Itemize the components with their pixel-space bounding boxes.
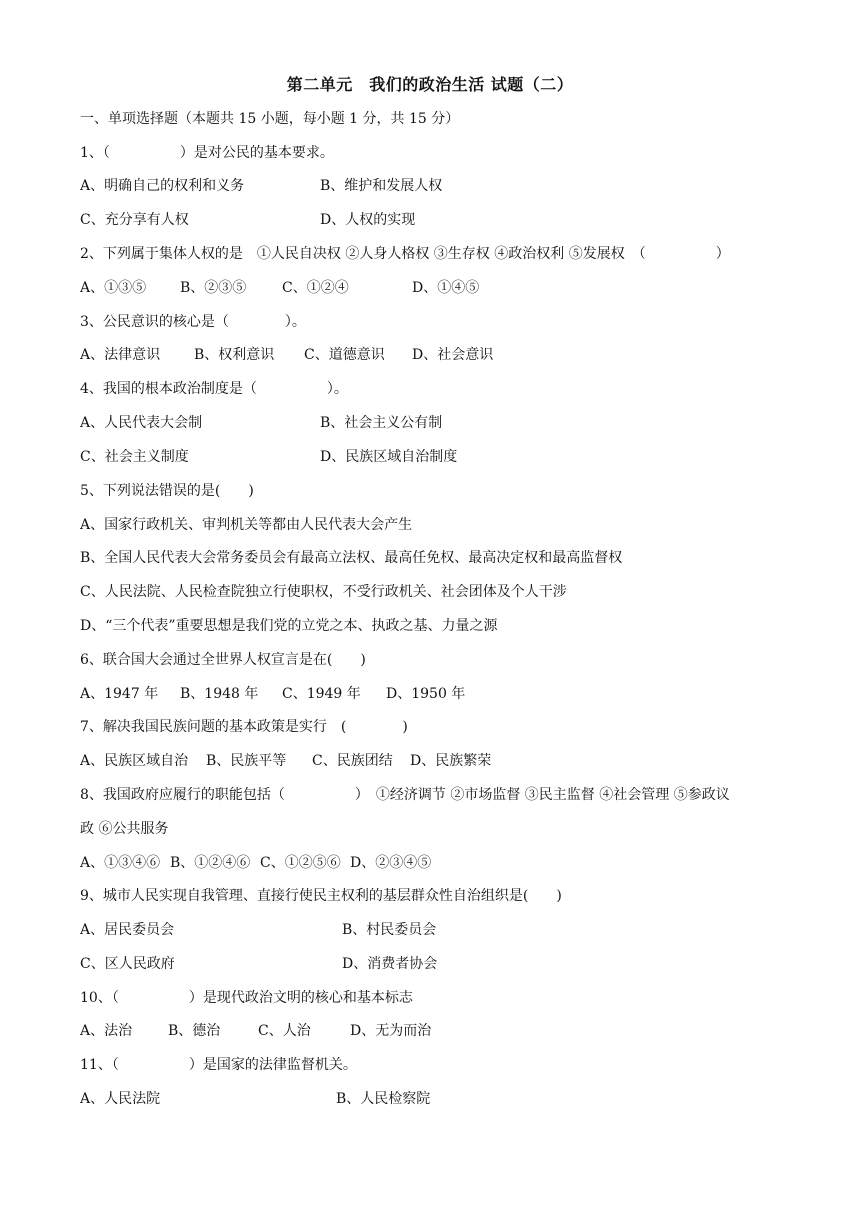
question-4-options-row-1	[80, 412, 443, 434]
question-9-stem: 9、城市人民实现自我管理、直接行使民主权利的基层群众性自治组织是( )	[80, 888, 562, 904]
question-9-options-row-1	[80, 919, 437, 941]
question-2-options	[80, 277, 480, 299]
question-4-stem: 4、我国的根本政治制度是（ ）。	[80, 381, 348, 397]
option-b: B、①②④⑥	[170, 855, 251, 871]
question-1-options-row-2	[80, 209, 416, 231]
option-a: A、居民委员会	[80, 922, 175, 938]
option-d: D、消费者协会	[342, 956, 438, 972]
section-heading: 一、单项选择题（本题共 15 小题，每小题 1 分，共 15 分）	[80, 111, 460, 127]
option-d: D、民族区域自治制度	[320, 449, 458, 465]
option-a: A、国家行政机关、审判机关等都由人民代表大会产生	[80, 517, 413, 533]
option-c: C、①②⑤⑥	[260, 855, 341, 871]
option-b: B、民族平等	[206, 753, 287, 769]
question-10-stem: 10、（ ）是现代政治文明的核心和基本标志	[80, 990, 413, 1006]
question-11-options-row-1	[80, 1088, 431, 1110]
option-b: B、村民委员会	[342, 922, 437, 938]
question-6-stem: 6、联合国大会通过全世界人权宣言是在( )	[80, 652, 366, 668]
question-8-options	[80, 852, 432, 874]
question-3-stem: 3、公民意识的核心是（ ）。	[80, 314, 306, 330]
option-b: B、人民检察院	[336, 1091, 431, 1107]
question-2-stem: 2、下列属于集体人权的是 ①人民自决权 ②人身人格权 ③生存权 ④政治权利 ⑤发展权 （ ）	[80, 246, 730, 262]
option-a: A、法律意识	[80, 347, 161, 363]
question-11-stem: 11、（ ）是国家的法律监督机关。	[80, 1057, 357, 1073]
option-d: D、①④⑤	[412, 280, 480, 296]
option-c: C、人民法院、人民检查院独立行使职权，不受行政机关、社会团体及个人干涉	[80, 584, 567, 600]
option-c: C、人治	[258, 1023, 311, 1039]
question-9-options-row-2	[80, 953, 438, 975]
option-a: A、1947 年	[80, 686, 159, 702]
page-title: 第二单元 我们的政治生活 试题（二）	[286, 75, 574, 94]
option-d: D、人权的实现	[320, 212, 416, 228]
question-3-options	[80, 344, 494, 366]
option-a: A、民族区域自治	[80, 753, 189, 769]
option-b: B、权利意识	[194, 347, 275, 363]
option-a: A、明确自己的权利和义务	[80, 178, 245, 194]
option-c: C、①②④	[282, 280, 349, 296]
option-d: D、“三个代表”重要思想是我们党的立党之本、执政之基、力量之源	[80, 618, 498, 634]
option-c: C、道德意识	[304, 347, 385, 363]
option-b: B、德治	[168, 1023, 221, 1039]
question-1-options-row-1	[80, 175, 443, 197]
option-a: A、人民法院	[80, 1091, 161, 1107]
option-b: B、社会主义公有制	[320, 415, 443, 431]
option-a: A、人民代表大会制	[80, 415, 203, 431]
option-b: B、维护和发展人权	[320, 178, 443, 194]
option-d: D、无为而治	[350, 1023, 432, 1039]
option-c: C、区人民政府	[80, 956, 175, 972]
option-d: D、社会意识	[412, 347, 494, 363]
option-a: A、①③④⑥	[80, 855, 161, 871]
option-b: B、全国人民代表大会常务委员会有最高立法权、最高任免权、最高决定权和最高监督权	[80, 550, 623, 566]
option-c: C、民族团结	[312, 753, 393, 769]
option-c: C、社会主义制度	[80, 449, 189, 465]
option-c: C、1949 年	[282, 686, 361, 702]
option-a: A、①③⑤	[80, 280, 147, 296]
option-b: B、②③⑤	[180, 280, 247, 296]
option-c: C、充分享有人权	[80, 212, 189, 228]
option-d: D、民族繁荣	[410, 753, 492, 769]
question-5-stem: 5、下列说法错误的是( )	[80, 483, 254, 499]
question-10-options	[80, 1020, 432, 1042]
question-8-stem: 8、我国政府应履行的职能包括（ ） ①经济调节 ②市场监督 ③民主监督 ④社会管理 ⑤参政议	[80, 787, 730, 803]
question-7-options	[80, 750, 492, 772]
option-d: D、1950 年	[386, 686, 466, 702]
question-6-options	[80, 683, 466, 705]
option-a: A、法治	[80, 1023, 133, 1039]
question-4-options-row-2	[80, 446, 458, 468]
option-d: D、②③④⑤	[350, 855, 432, 871]
question-8-stem-continued: 政 ⑥公共服务	[80, 821, 169, 837]
question-1-stem: 1、（ ）是对公民的基本要求。	[80, 145, 334, 161]
option-b: B、1948 年	[180, 686, 259, 702]
question-7-stem: 7、解决我国民族问题的基本政策是实行 ( )	[80, 719, 408, 735]
